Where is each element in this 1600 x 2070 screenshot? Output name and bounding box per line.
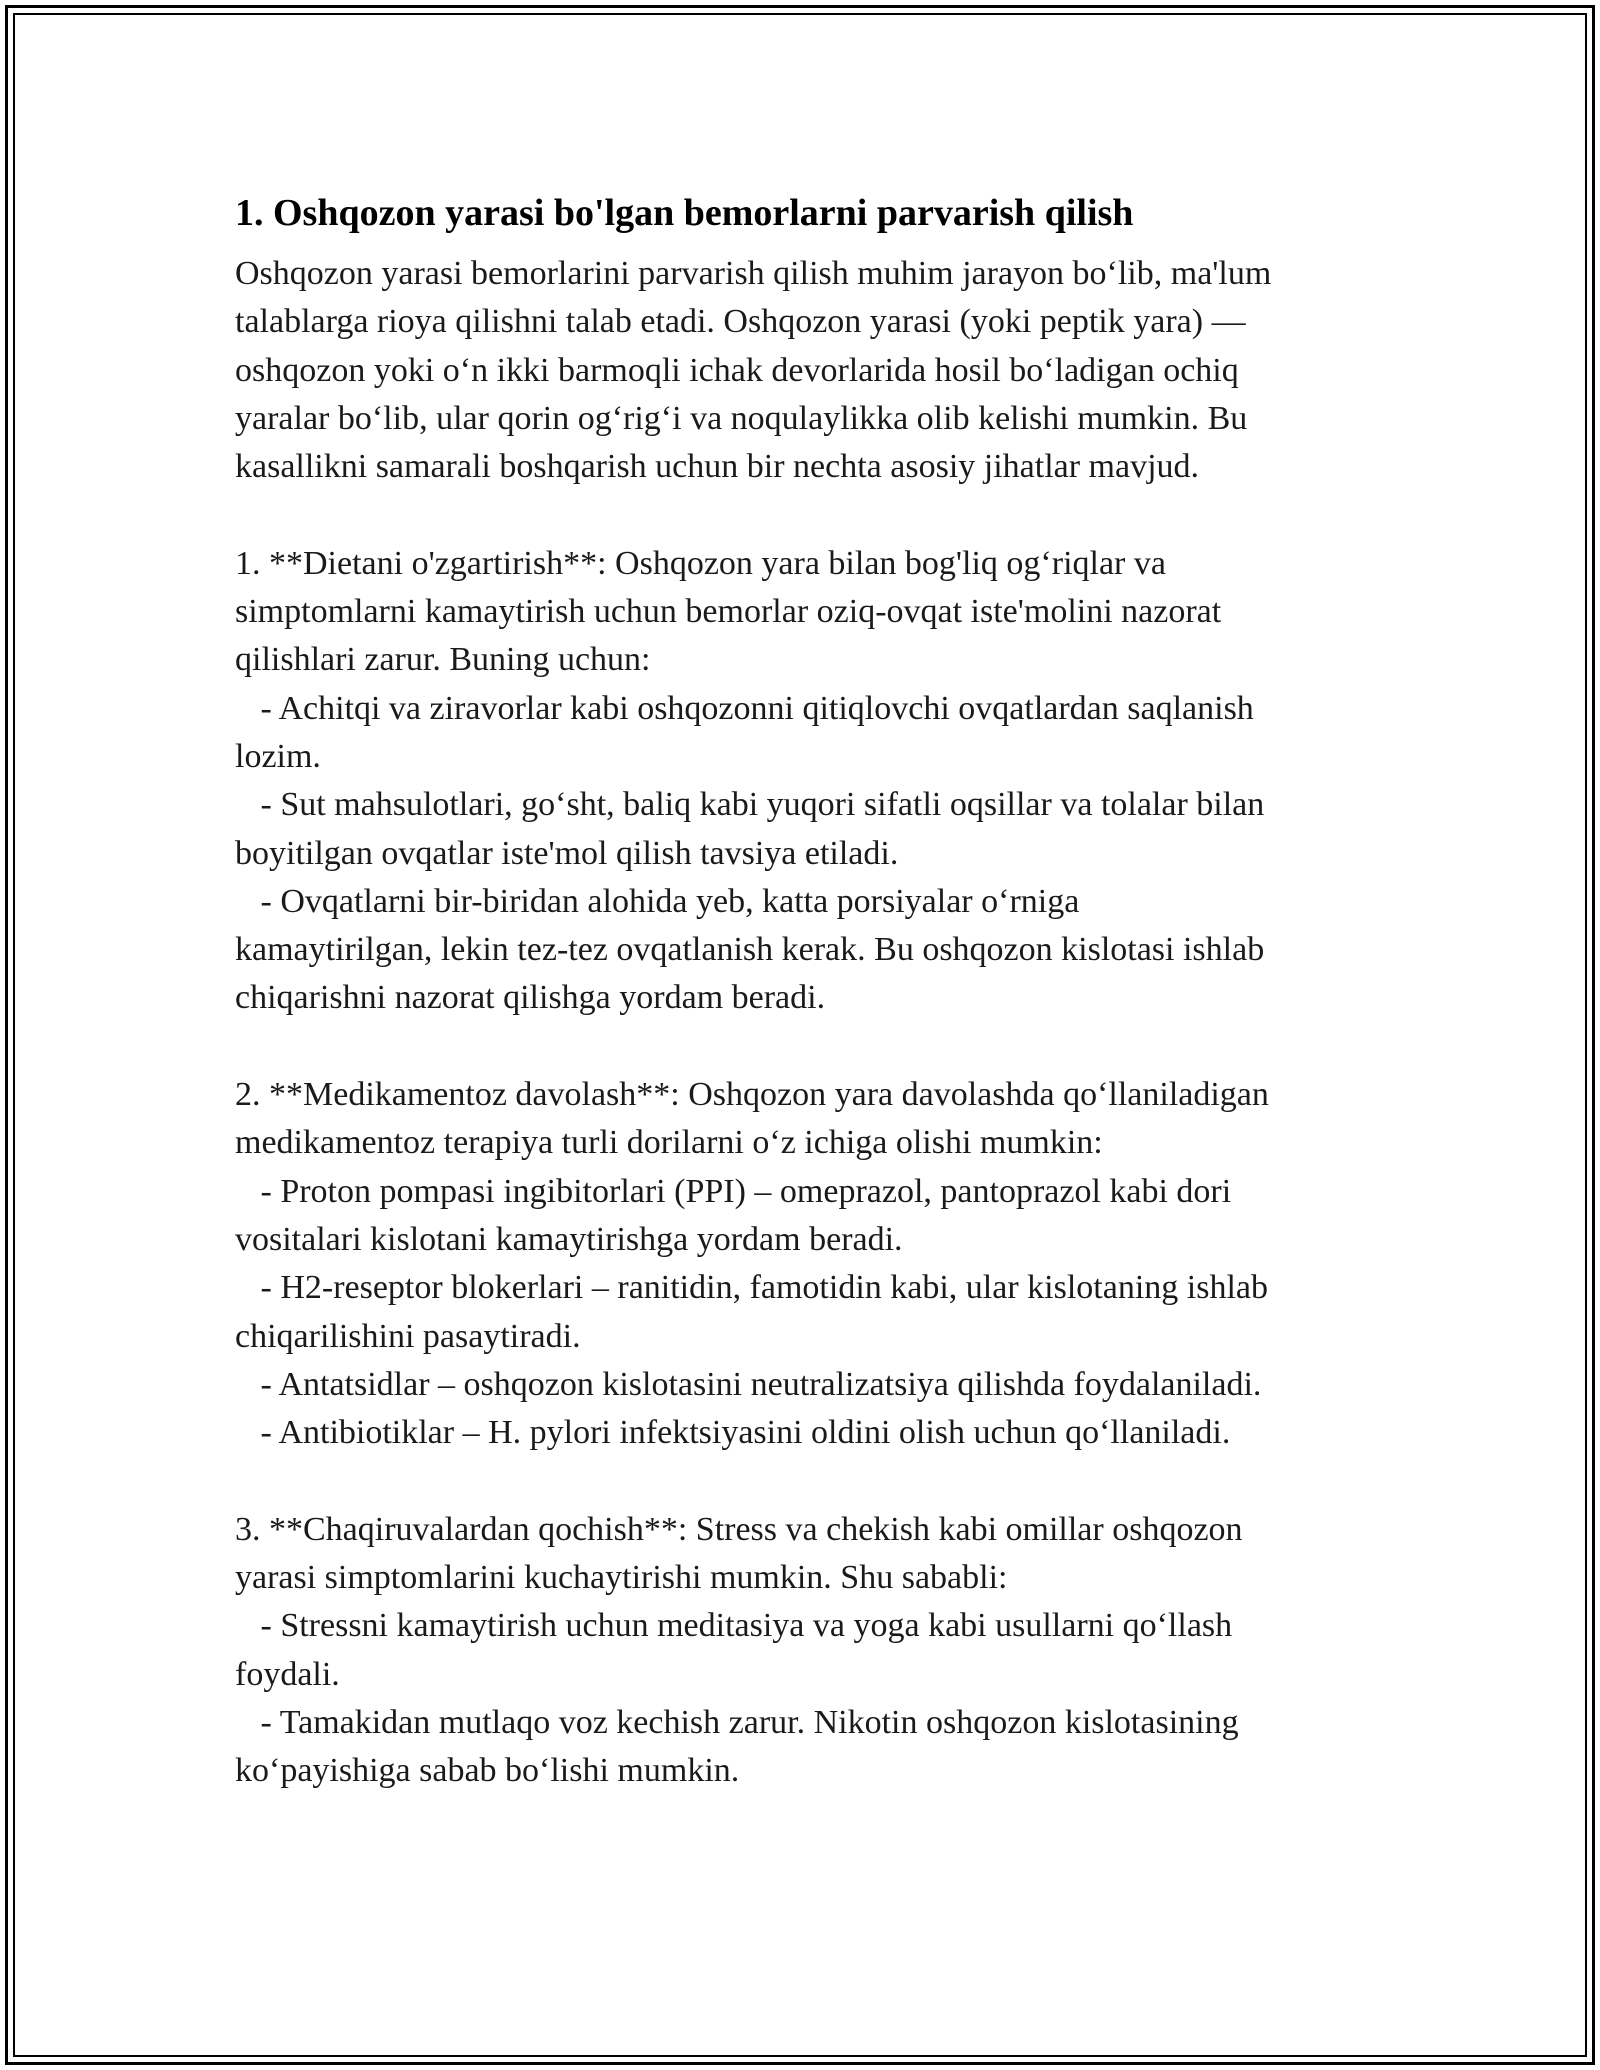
document-title: 1. Oshqozon yarasi bo'lgan bemorlarni parvarish qilish	[235, 192, 1134, 234]
text-line: yarasi simptomlarini kuchaytirishi mumkin. Shu sababli:	[235, 1559, 1008, 1597]
text-line: medikamentoz terapiya turli dorilarni o‘z ichiga olishi mumkin:	[235, 1124, 1103, 1162]
text-line: 3. **Chaqiruvalardan qochish**: Stress va chekish kabi omillar oshqozon	[235, 1510, 1243, 1548]
text-line: 1. **Dietani o'zgartirish**: Oshqozon yara bilan bog'liq og‘riqlar va	[235, 544, 1166, 582]
text-line: - H2-reseptor blokerlari – ranitidin, famotidin kabi, ular kislotaning ishlab	[235, 1269, 1268, 1307]
text-line: simptomlarni kamaytirish uchun bemorlar oziq-ovqat iste'molini nazorat	[235, 593, 1222, 631]
text-line: - Achitqi va ziravorlar kabi oshqozonni qitiqlovchi ovqatlardan saqlanish	[235, 689, 1254, 727]
text-line: ko‘payishiga sabab bo‘lishi mumkin.	[235, 1752, 740, 1790]
text-line: - Antibiotiklar – H. pylori infektsiyasini oldini olish uchun qo‘llaniladi.	[235, 1414, 1231, 1452]
blank-line	[235, 1023, 1365, 1071]
text-line: - Tamakidan mutlaqo voz kechish zarur. Nikotin oshqozon kislotasining	[235, 1703, 1239, 1741]
text-line: qilishlari zarur. Buning uchun:	[235, 641, 651, 679]
text-line: - Sut mahsulotlari, go‘sht, baliq kabi yuqori sifatli oqsillar va tolalar bilan	[235, 786, 1265, 824]
blank-line	[235, 1457, 1365, 1505]
text-line: - Proton pompasi ingibitorlari (PPI) – omeprazol, pantoprazol kabi dori	[235, 1172, 1232, 1210]
document-text	[235, 250, 1365, 1796]
document-body	[235, 188, 1365, 1796]
text-line: kamaytirilgan, lekin tez-tez ovqatlanish kerak. Bu oshqozon kislotasi ishlab	[235, 931, 1265, 969]
text-line: yaralar bo‘lib, ular qorin og‘rig‘i va noqulaylikka olib kelishi mumkin. Bu	[235, 399, 1248, 437]
text-line: chiqarilishini pasaytiradi.	[235, 1317, 581, 1355]
text-line: - Stressni kamaytirish uchun meditasiya va yoga kabi usullarni qo‘llash	[235, 1607, 1233, 1645]
text-line: oshqozon yoki o‘n ikki barmoqli ichak devorlarida hosil bo‘ladigan ochiq	[235, 351, 1239, 389]
text-line: Oshqozon yarasi bemorlarini parvarish qilish muhim jarayon bo‘lib, ma'lum	[235, 255, 1272, 292]
text-line: boyitilgan ovqatlar iste'mol qilish tavsiya etiladi.	[235, 834, 899, 872]
text-line: - Antatsidlar – oshqozon kislotasini neutralizatsiya qilishda foydalaniladi.	[235, 1365, 1262, 1403]
text-line: chiqarishni nazorat qilishga yordam beradi.	[235, 979, 826, 1017]
text-line: lozim.	[235, 737, 321, 775]
text-line: talablarga rioya qilishni talab etadi. Oshqozon yarasi (yoki peptik yara) —	[235, 303, 1246, 341]
text-line: foydali.	[235, 1655, 340, 1693]
text-line: kasallikni samarali boshqarish uchun bir nechta asosiy jihatlar mavjud.	[235, 448, 1200, 486]
text-line: vositalari kislotani kamaytirishga yordam beradi.	[235, 1220, 903, 1258]
text-line: 2. **Medikamentoz davolash**: Oshqozon yara davolashda qo‘llaniladigan	[235, 1076, 1269, 1114]
blank-line	[235, 491, 1365, 539]
text-line: - Ovqatlarni bir-biridan alohida yeb, katta porsiyalar o‘rniga	[235, 882, 1080, 920]
